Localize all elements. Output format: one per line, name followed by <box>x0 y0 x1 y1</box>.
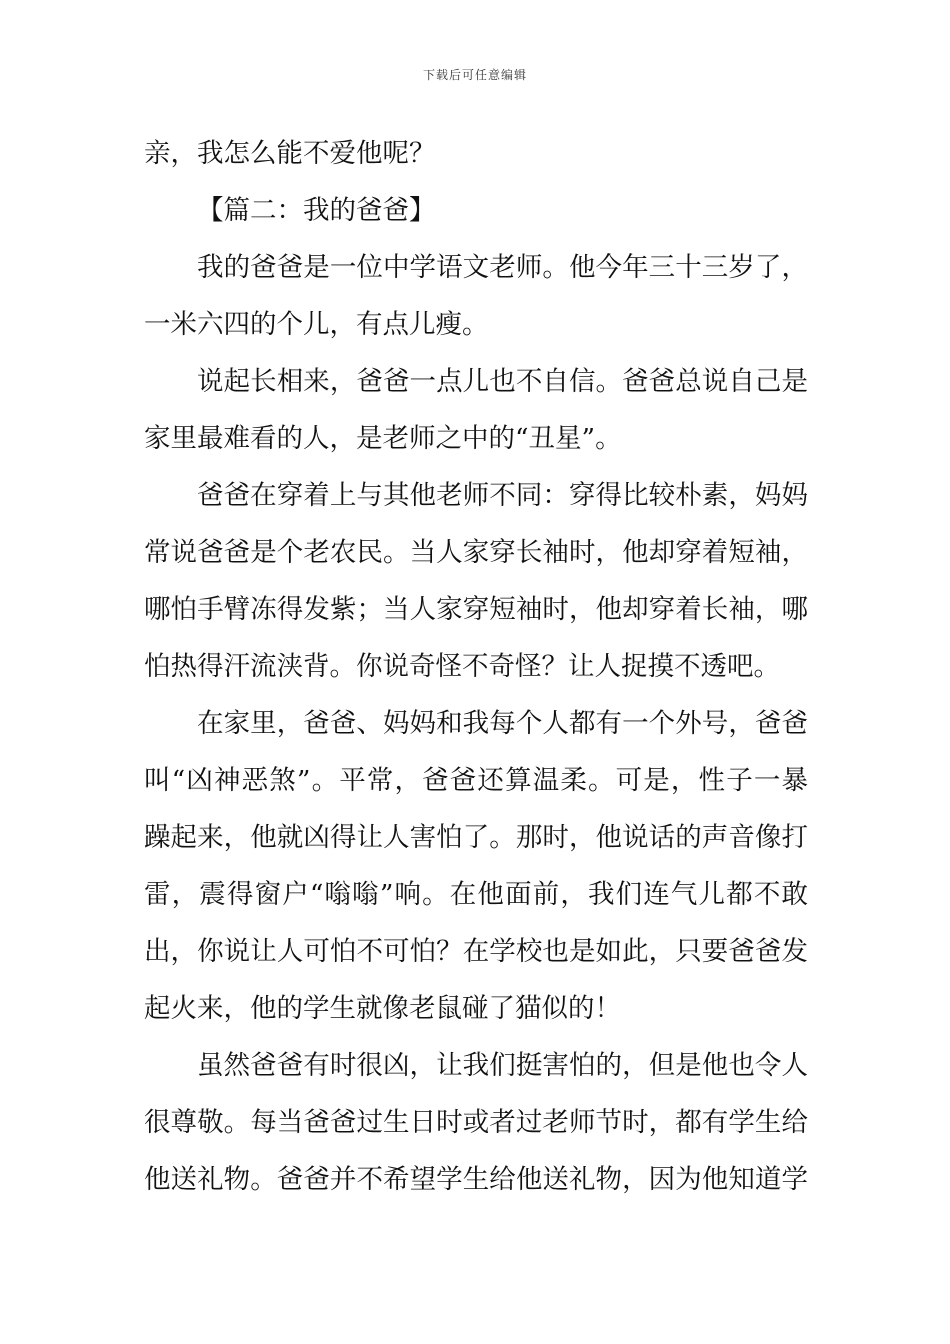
page-header: 下载后可任意编辑 <box>422 68 527 82</box>
text-line: 雷，震得窗户“嗡嗡”响。在他面前，我们连气儿都不敢 <box>144 879 808 910</box>
text-line: 怕热得汗流浃背。你说奇怪不奇怪？让人捉摸不透吧。 <box>144 651 780 682</box>
text-line: 哪怕手臂冻得发紫；当人家穿短袖时，他却穿着长袖，哪 <box>144 594 808 625</box>
document-body <box>144 130 808 1213</box>
text-line: 爸爸在穿着上与其他老师不同：穿得比较朴素，妈妈 <box>197 480 808 511</box>
text-line: 一米六四的个儿，有点儿瘦。 <box>144 309 489 340</box>
text-line: 亲，我怎么能不爱他呢？ <box>144 138 436 169</box>
text-line: 虽然爸爸有时很凶，让我们挺害怕的，但是他也令人 <box>197 1050 808 1081</box>
text-line: 他送礼物。爸爸并不希望学生给他送礼物，因为他知道学 <box>144 1164 808 1195</box>
text-line: 起火来，他的学生就像老鼠碰了猫似的！ <box>144 993 621 1024</box>
text-line: 躁起来，他就凶得让人害怕了。那时，他说话的声音像打 <box>144 822 808 853</box>
section-heading: 【篇二：我的爸爸】 <box>197 195 436 226</box>
text-line: 出，你说让人可怕不可怕？在学校也是如此，只要爸爸发 <box>144 936 808 967</box>
text-line: 在家里，爸爸、妈妈和我每个人都有一个外号，爸爸 <box>197 708 808 739</box>
text-line: 叫“凶神恶煞”。平常，爸爸还算温柔。可是，性子一暴 <box>144 765 808 796</box>
text-line: 我的爸爸是一位中学语文老师。他今年三十三岁了， <box>197 252 808 283</box>
text-line: 说起长相来，爸爸一点儿也不自信。爸爸总说自己是 <box>197 366 808 397</box>
text-line: 常说爸爸是个老农民。当人家穿长袖时，他却穿着短袖， <box>144 537 808 568</box>
text-line: 家里最难看的人，是老师之中的“丑星”。 <box>144 423 622 454</box>
text-line: 很尊敬。每当爸爸过生日时或者过老师节时，都有学生给 <box>144 1107 808 1138</box>
